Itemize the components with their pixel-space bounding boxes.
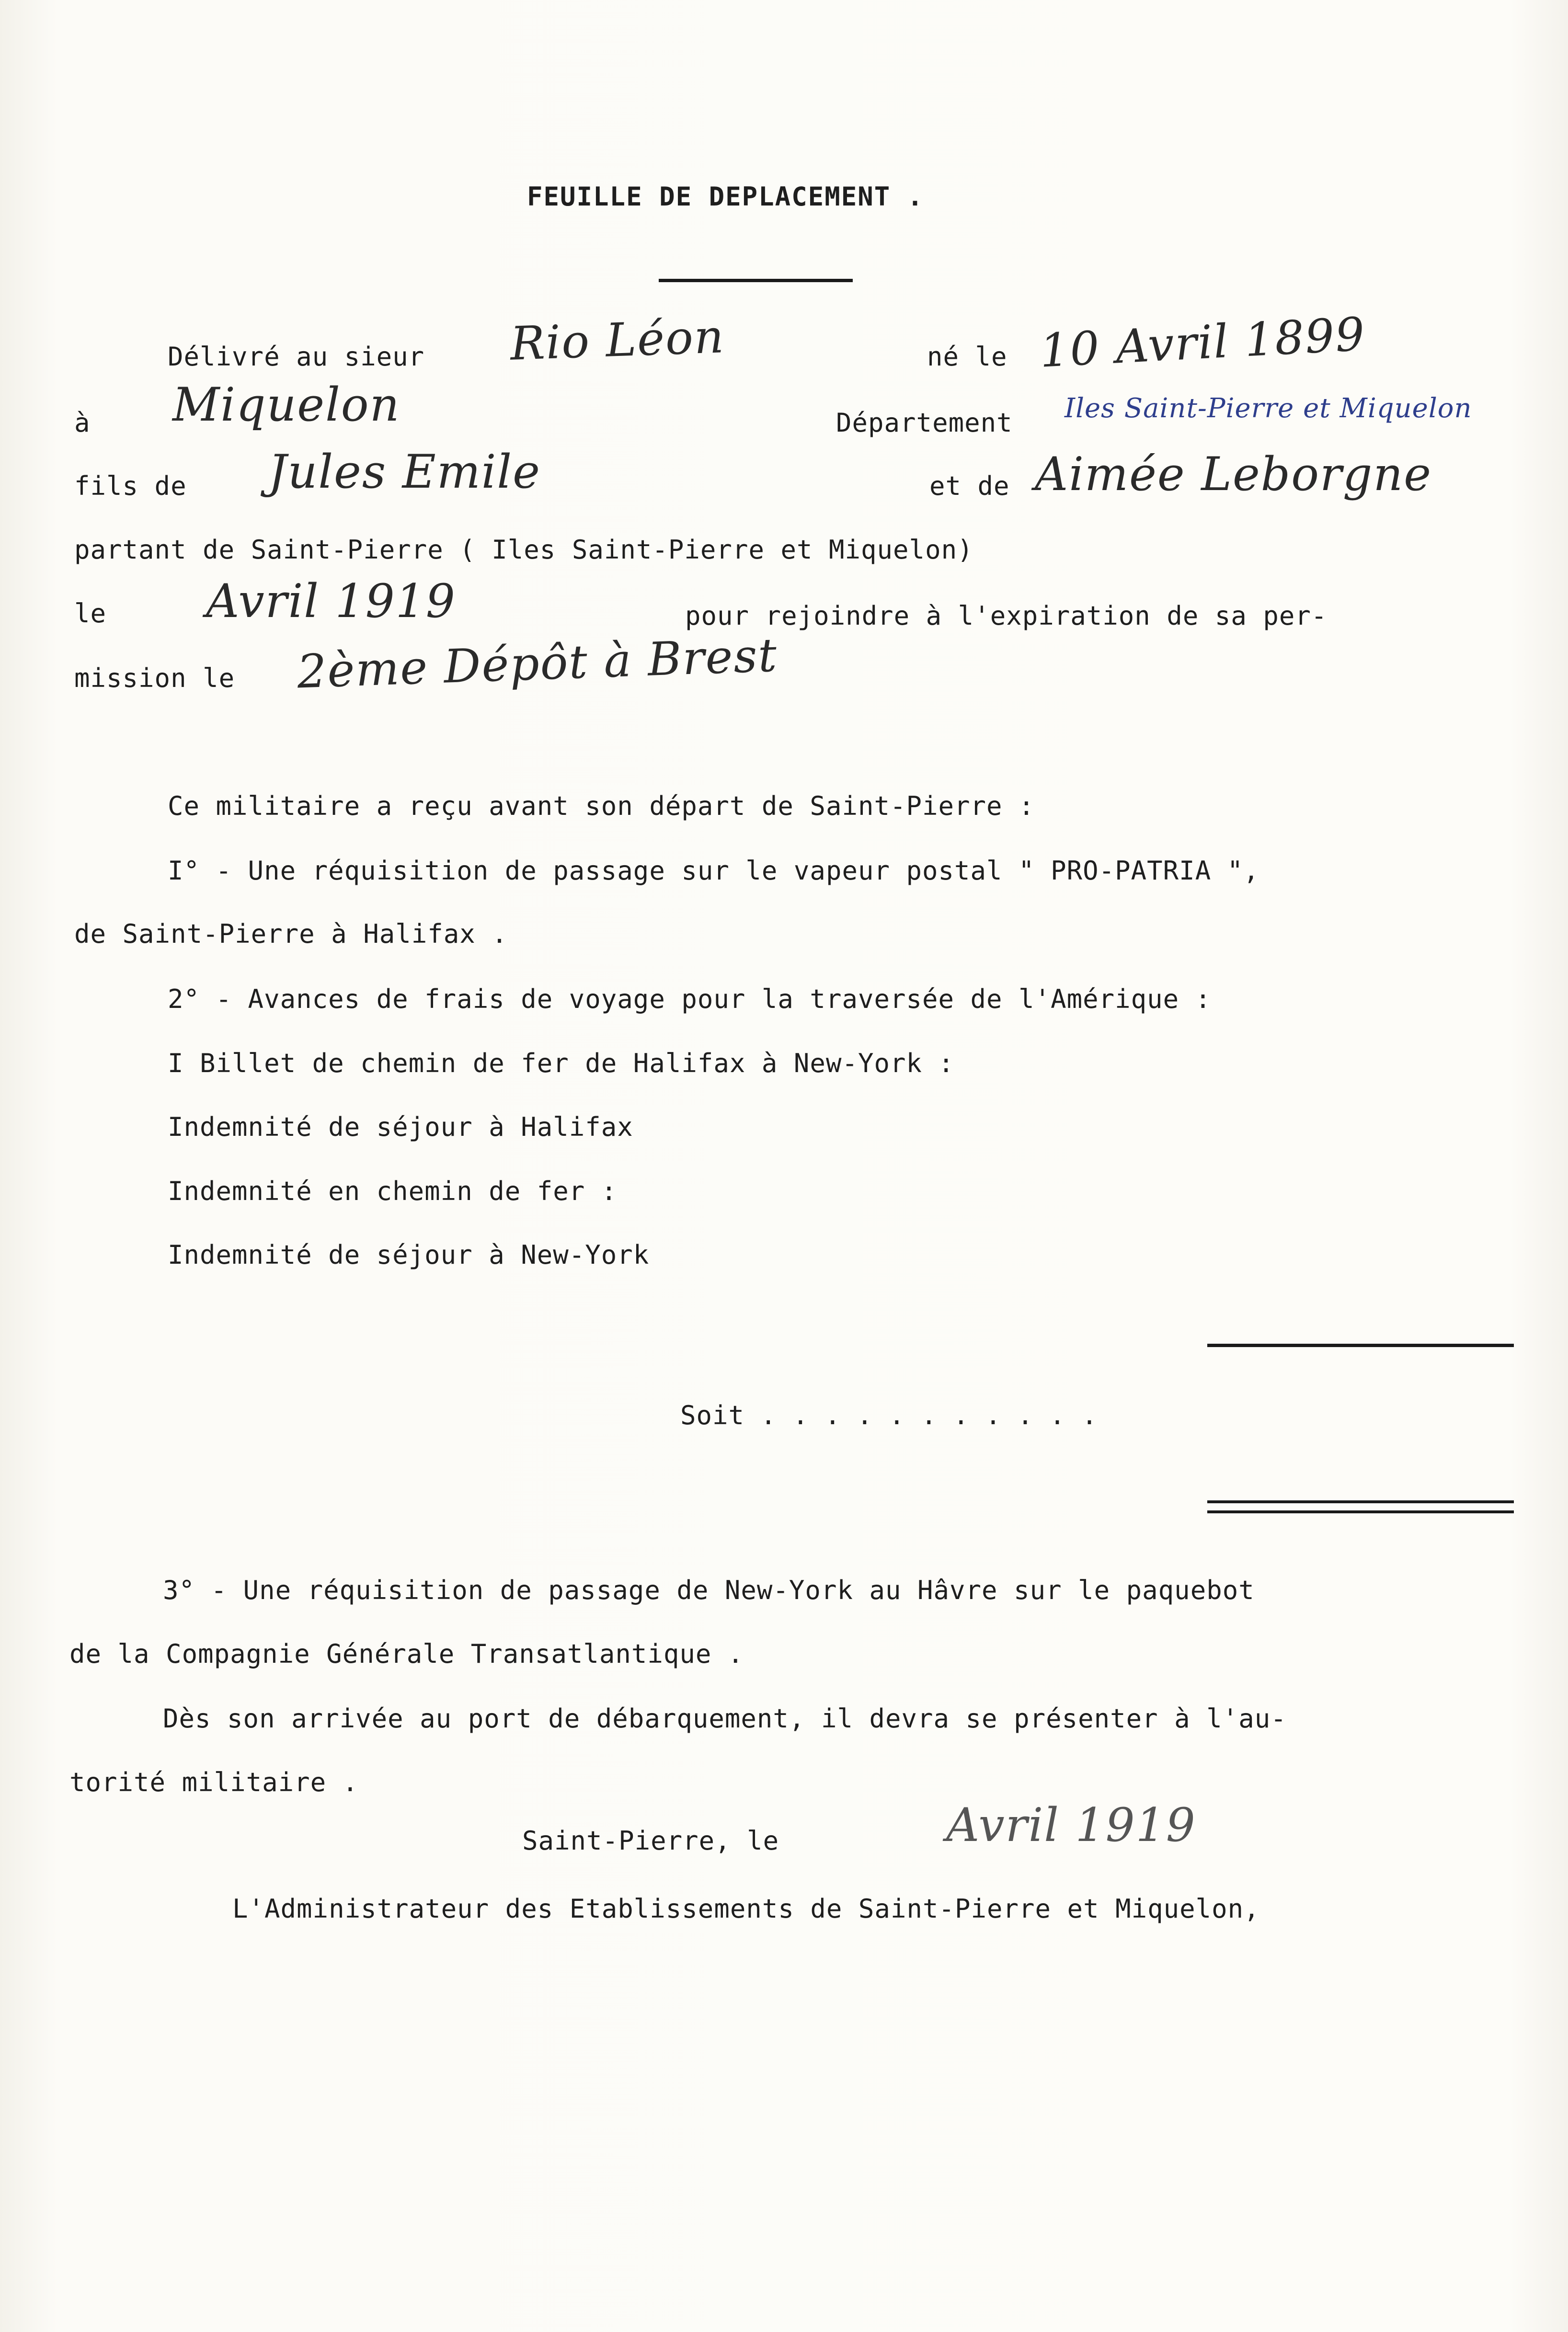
a-label: à <box>74 408 91 438</box>
title-underline <box>659 279 853 282</box>
total-rule-double-1 <box>1207 1500 1514 1503</box>
signature-line: L'Administrateur des Etablissements de Saint-Pierre et Miquelon, <box>232 1894 1260 1924</box>
departement-stamp: Iles Saint-Pierre et Miquelon <box>1064 393 1472 424</box>
handwritten-mother: Aimée Leborgne <box>1035 447 1432 501</box>
total-rule-double-2 <box>1207 1510 1514 1513</box>
partant-line: partant de Saint-Pierre ( Iles Saint-Pierre et Miquelon) <box>74 535 973 565</box>
indemnite-chemin-line: Indemnité en chemin de fer : <box>168 1176 618 1206</box>
soit-line: Soit . . . . . . . . . . . <box>680 1400 1098 1430</box>
delivre-label: Délivré au sieur <box>168 342 425 372</box>
indemnite-newyork-line: Indemnité de séjour à New-York <box>168 1240 650 1270</box>
handwritten-birth-place: Miquelon <box>172 378 401 432</box>
handwritten-sign-date: Avril 1919 <box>946 1798 1196 1852</box>
et-de-label: et de <box>929 471 1010 501</box>
item1-line1: I° - Une réquisition de passage sur le vapeur postal " PRO-PATRIA ", <box>168 856 1259 886</box>
handwritten-father: Jules Emile <box>268 445 541 499</box>
indemnite-halifax-line: Indemnité de séjour à Halifax <box>168 1112 633 1142</box>
billet-line: I Billet de chemin de fer de Halifax à New-York : <box>168 1048 955 1078</box>
place-date-label: Saint-Pierre, le <box>522 1826 779 1856</box>
handwritten-destination: 2ème Dépôt à Brest <box>296 628 778 699</box>
arrivee-line2: torité militaire . <box>69 1767 359 1797</box>
total-rule-top <box>1207 1344 1514 1347</box>
document-title: FEUILLE DE DEPLACEMENT . <box>527 182 924 212</box>
item2-line: 2° - Avances de frais de voyage pour la traversée de l'Amérique : <box>168 984 1212 1014</box>
handwritten-name: Rio Léon <box>509 309 726 371</box>
handwritten-departure-date: Avril 1919 <box>206 574 456 628</box>
handwritten-birth-date: 10 Avril 1899 <box>1038 307 1367 378</box>
departement-label: Département <box>836 408 1013 438</box>
fils-de-label: fils de <box>74 471 187 501</box>
arrivee-line1: Dès son arrivée au port de débarquement, il devra se présenter à l'au- <box>163 1703 1287 1734</box>
le-label: le <box>74 598 107 629</box>
rejoindre-line: pour rejoindre à l'expiration de sa per- <box>685 601 1328 631</box>
mission-label: mission le <box>74 663 235 693</box>
item1-line2: de Saint-Pierre à Halifax . <box>74 919 508 949</box>
item3-line1: 3° - Une réquisition de passage de New-York au Hâvre sur le paquebot <box>163 1575 1255 1605</box>
recu-line: Ce militaire a reçu avant son départ de Saint-Pierre : <box>168 791 1035 821</box>
item3-line2: de la Compagnie Générale Transatlantique . <box>69 1639 744 1669</box>
ne-le-label: né le <box>927 342 1007 372</box>
